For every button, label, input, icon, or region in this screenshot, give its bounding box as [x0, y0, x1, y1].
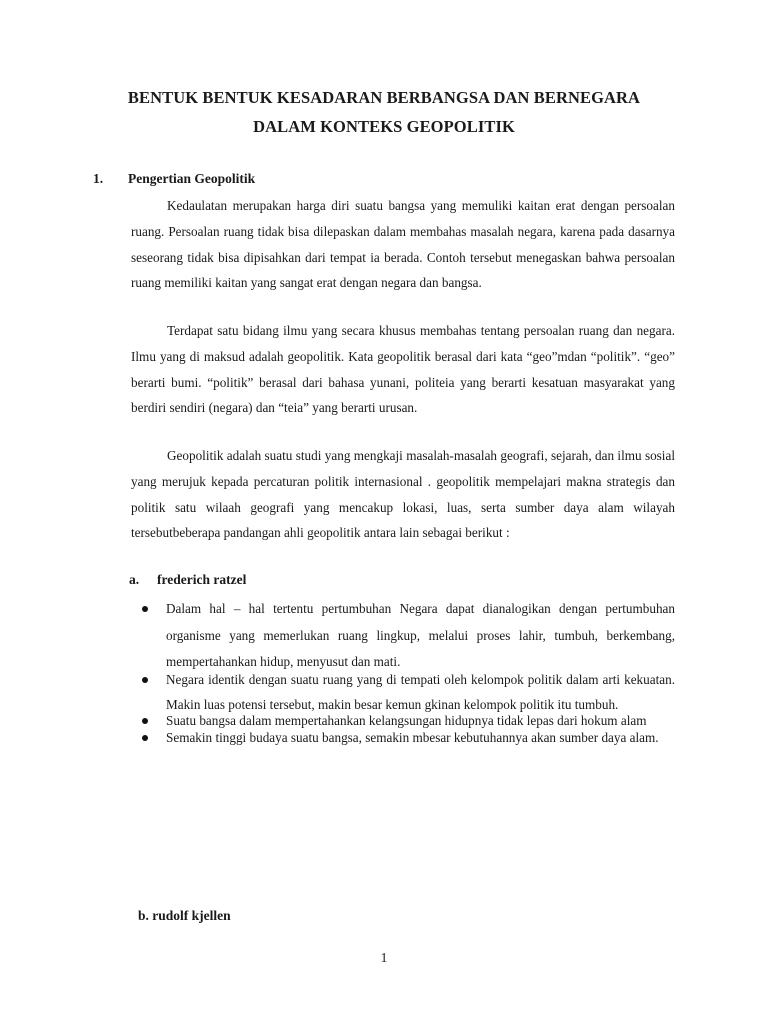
list-item	[131, 725, 675, 752]
list-item-text: Negara identik dengan suatu ruang yang di tempati oleh kelompok politik dalam arti kekuatan. Makin luas potensi tersebut, makin besar kemun gkinan kelompok politik itu tumbuh.	[166, 671, 675, 712]
list-item-text: Suatu bangsa dalam mempertahankan kelangsungan hidupnya tidak lepas dari hokum alam	[166, 712, 647, 728]
section-heading	[93, 171, 255, 187]
paragraph-2: Terdapat satu bidang ilmu yang secara khusus membahas tentang persoalan ruang dan negara. Ilmu yang di maksud adalah geopolitik. Kata geopolitik berasal dari kata “geo”mdan “politik”. “geo” berarti bumi. “politik” berasal dari bahasa yunani, politeia yang berarti kesatuan masyarakat yang berdiri sendiri (negara) dan “teia” yang berarti urusan.	[131, 323, 675, 416]
subsection-a-heading	[129, 572, 246, 588]
subsection-b-heading: b. rudolf kjellen	[138, 908, 231, 923]
section-title: Pengertian Geopolitik	[128, 171, 256, 186]
section-number: 1.	[93, 171, 104, 186]
bullet-icon	[142, 735, 148, 741]
list-item-text: Semakin tinggi budaya suatu bangsa, semakin mbesar kebutuhannya akan sumber daya alam.	[166, 730, 659, 745]
page-number: 1	[380, 950, 388, 965]
document-title-line-2: DALAM KONTEKS GEOPOLITIK	[253, 117, 515, 136]
bullet-icon	[142, 606, 148, 612]
subsection-a-letter: a.	[129, 572, 140, 587]
paragraph-1: Kedaulatan merupakan harga diri suatu bangsa yang memuliki kaitan erat dengan persoalan ruang. Persoalan ruang tidak bisa dilepaskan dalam membahas masalah negara, karena pada dasarnya seseorang tidak bisa dipisahkan dari tempat ia berada. Contoh tersebut menegaskan bahwa persoalan ruang memiliki kaitan yang sangat erat dengan negara dan bangsa.	[131, 198, 675, 291]
list-item	[131, 596, 675, 676]
document-title-line-1: BENTUK BENTUK KESADARAN BERBANGSA DAN BERNEGARA	[127, 88, 641, 107]
bullet-icon	[142, 718, 148, 724]
subsection-a-title: frederich ratzel	[157, 572, 247, 587]
bullet-icon	[142, 677, 148, 683]
bullet-list	[131, 596, 675, 752]
paragraph-3: Geopolitik adalah suatu studi yang mengkaji masalah-masalah geografi, sejarah, dan ilmu sosial yang merujuk kepada percaturan politik internasional . geopolitik mempelajari makna strategis dan politik satu wilaah geografi yang mencakup lokasi, luas, serta sumber daya alam wilayah tersebutbeberapa pandangan ahli geopolitik antara lain sebagai berikut :	[131, 448, 675, 541]
list-item-text: Dalam hal – hal tertentu pertumbuhan Negara dapat dianalogikan dengan pertumbuhan organisme yang memerlukan ruang lingkup, melalui proses lahir, tumbuh, berkembang, mempertahankan hidup, menyusut dan mati.	[166, 601, 675, 669]
